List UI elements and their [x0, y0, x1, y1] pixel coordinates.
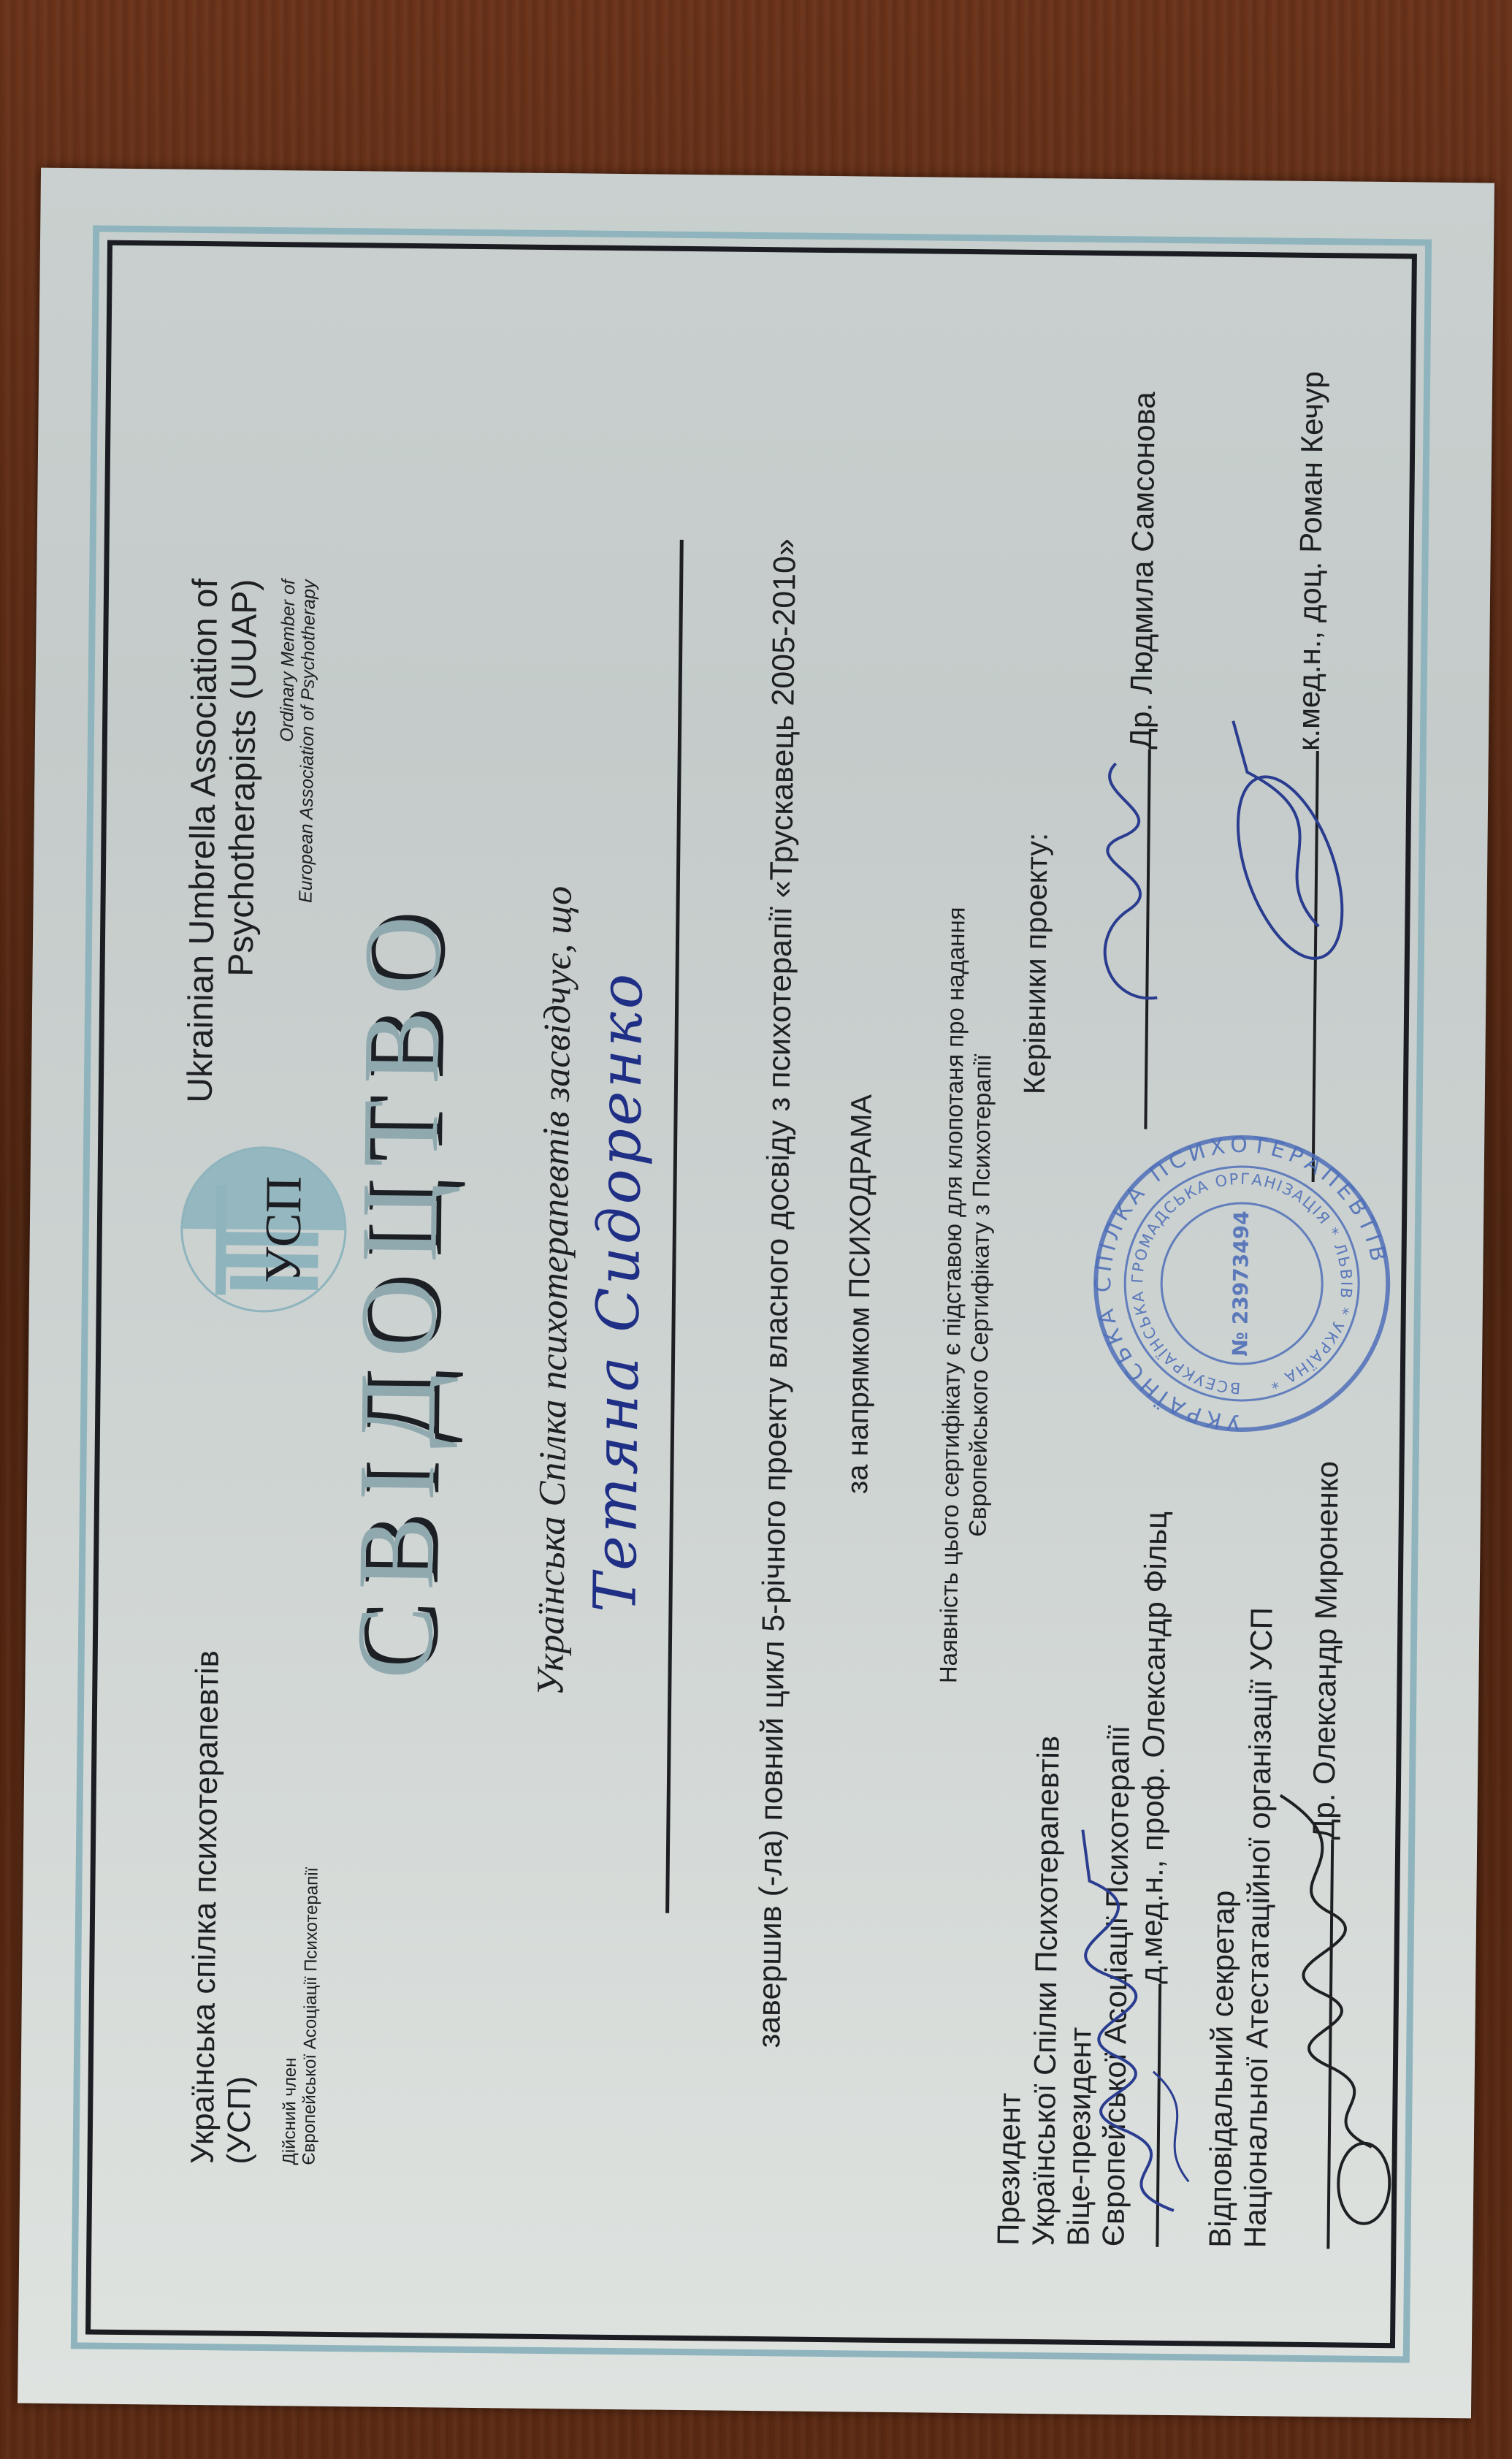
president-role-4: Європейської Асоціації Психотерапії	[1096, 1725, 1136, 2247]
basis-line-2: Європейського Сертифікату з Психотерапії	[963, 1053, 996, 1537]
president-signature-icon	[1064, 1815, 1215, 2226]
certificate-title: СВІДОЦТВО	[334, 899, 464, 1680]
completion-statement: завершив (-ла) повний цикл 5-річного проекту власного досвіду з психотерапії «Трускавець 2005-2010»	[752, 538, 803, 2048]
president-name: д.мед.н., проф. Олександр Фільц	[1134, 1511, 1173, 1984]
membership-en-1: Ordinary Member of	[276, 579, 299, 742]
basis-line-1: Наявність цього сертифікату є підставою для клопотаня про надання	[934, 907, 970, 1684]
org-name-ua: Українська спілка психотерапевтів	[184, 1650, 226, 2165]
stamp-seal-icon	[1087, 1129, 1397, 1438]
president-role-1: Президент	[990, 2092, 1027, 2246]
leader1-signature-icon	[1040, 719, 1189, 1027]
header-left-org	[184, 1650, 324, 2165]
recipient-name-handwritten: Тетяна Сидоренко	[581, 970, 656, 1613]
secretary-signature-icon	[1261, 1780, 1427, 2235]
leader2-signature-icon	[1201, 676, 1365, 1014]
leader2-name: к.мед.н., доц. Роман Кечур	[1291, 370, 1330, 752]
official-stamp	[1087, 1129, 1397, 1438]
project-leaders-label: Керівники проекту:	[1017, 832, 1054, 1095]
direction-statement: за напрямком ПСИХОДРАМА	[841, 1094, 878, 1495]
org-name-en-2: Psychotherapists (UUAP)	[221, 579, 265, 977]
secretary-role-1: Відповідальний секретар	[1202, 1890, 1241, 2248]
membership-ua-1: Дійсний член	[279, 2057, 301, 2165]
logo-text: УСП	[255, 1175, 313, 1284]
secretary-role-2: Національної Атестатаційної організації УСП	[1237, 1606, 1279, 2249]
org-name-en-1: Ukrainian Umbrella Association of	[180, 578, 226, 1103]
secretary-name: Др. Олександр Мироненко	[1306, 1460, 1345, 1840]
president-role-2: Української Спілки Психотерапевтів	[1026, 1735, 1066, 2246]
org-abbr-ua: (УСП)	[221, 2075, 258, 2165]
attestation-text: Українська Спілка психотерапевтів засвідчує, що	[530, 885, 580, 1696]
svg-text:ВСЕУКРАЇНСЬКА ГРОМАДСЬКА ОРГАН: ВСЕУКРАЇНСЬКА ГРОМАДСЬКА ОРГАНІЗАЦІЯ * ЛЬВІВ * УКРАЇНА *	[1129, 1170, 1356, 1398]
svg-text:УКРАЇНСЬКА СПІЛКА ПСИХОТЕРАПЕВ: УКРАЇНСЬКА СПІЛКА ПСИХОТЕРАПЕВТІВ	[1091, 1132, 1392, 1436]
president-role-3: Віце-президент	[1061, 2027, 1098, 2246]
leader1-name: Др. Людмила Самсонова	[1123, 391, 1161, 750]
stamp-number: № 23973494	[1228, 1211, 1254, 1357]
header-right-org	[181, 579, 320, 1105]
membership-ua-2: Європейської Асоціації Психотерапії	[299, 1867, 322, 2165]
certificate-paper	[18, 168, 1494, 2419]
membership-en-2: European Association of Psychotherapy	[295, 579, 320, 904]
